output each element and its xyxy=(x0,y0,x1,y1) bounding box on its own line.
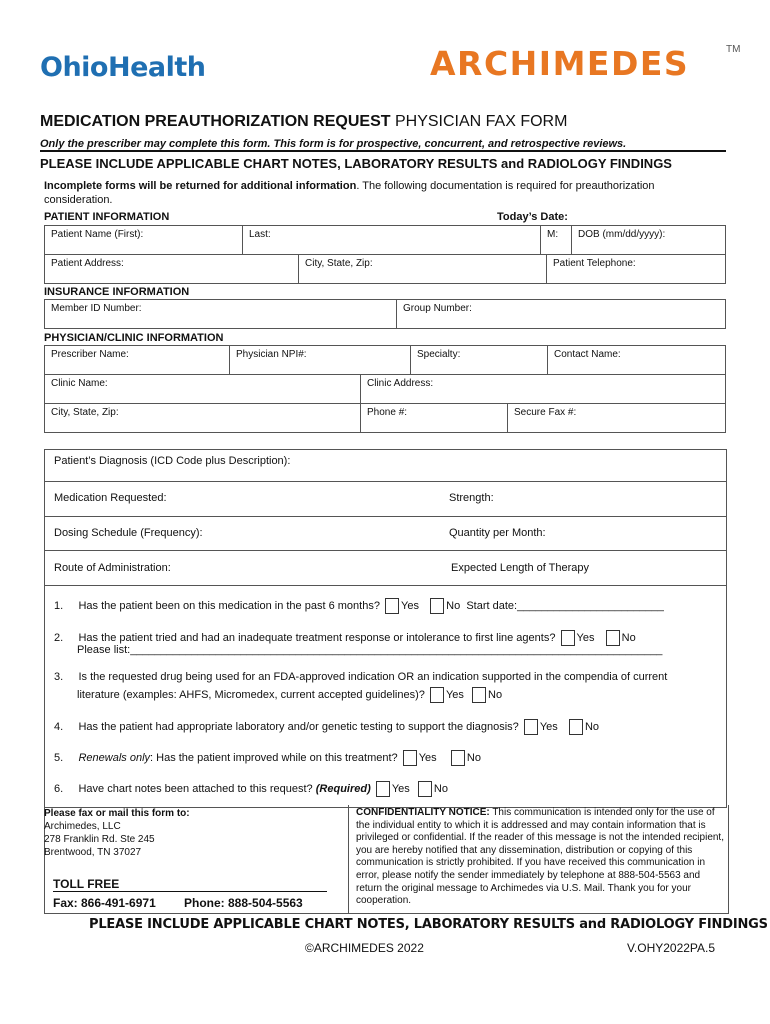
quantity-per-month-label[interactable]: Quantity per Month: xyxy=(449,527,546,539)
physician-info-heading: PHYSICIAN/CLINIC INFORMATION xyxy=(44,332,224,344)
q5-yes-checkbox[interactable] xyxy=(403,750,417,766)
patient-telephone-field[interactable]: Patient Telephone: xyxy=(547,255,726,284)
clinic-phone-field[interactable]: Phone #: xyxy=(361,404,508,433)
chart-notes-banner: PLEASE INCLUDE APPLICABLE CHART NOTES, LABORATORY RESULTS and RADIOLOGY FINDINGS xyxy=(40,156,672,171)
strength-label[interactable]: Strength: xyxy=(449,492,494,504)
ohiohealth-logo: OhioHealth xyxy=(40,52,206,83)
q6-yes-checkbox[interactable] xyxy=(376,781,390,797)
q2-list-field[interactable]: Please list:_______________________________________________________________________________________ xyxy=(77,644,663,656)
question-3: 3. Is the requested drug being used for an FDA-approved indication OR an indication supported in the compendia of current xyxy=(54,671,668,683)
contact-name-field[interactable]: Contact Name: xyxy=(548,346,726,375)
q3-no-checkbox[interactable] xyxy=(472,687,486,703)
q1-no-checkbox[interactable] xyxy=(430,598,444,614)
toll-free-rule xyxy=(53,891,327,892)
patient-address-field[interactable]: Patient Address: xyxy=(45,255,299,284)
patient-first-name-field[interactable]: Patient Name (First): xyxy=(45,226,243,255)
member-id-field[interactable]: Member ID Number: xyxy=(45,300,397,329)
copyright: ©ARCHIMEDES 2022 xyxy=(305,941,424,955)
version: V.OHY2022PA.5 xyxy=(627,941,716,955)
clinic-table xyxy=(44,374,726,404)
q4-yes-checkbox[interactable] xyxy=(524,719,538,735)
header-rule xyxy=(40,150,726,152)
q6-no-checkbox[interactable] xyxy=(418,781,432,797)
q3-yes-checkbox[interactable] xyxy=(430,687,444,703)
question-6: 6. Have chart notes been attached to this request? (Required) Yes No xyxy=(54,781,724,797)
patient-table xyxy=(44,225,726,255)
archimedes-logo: ARCHIMEDES xyxy=(430,44,690,83)
question-2: 2. Has the patient tried and had an inadequate treatment response or intolerance to first line agents? Yes No xyxy=(54,630,724,646)
clinic-city-field[interactable]: City, State, Zip: xyxy=(45,404,361,433)
divider xyxy=(44,516,727,517)
question-5: 5. Renewals only: Has the patient improved while on this treatment? Yes No xyxy=(54,750,724,766)
incomplete-notice: Incomplete forms will be returned for additional information. The following documentation is required for preauthorization consideration. xyxy=(44,180,655,206)
question-3-cont: literature (examples: AHFS, Micromedex, current accepted guidelines)? Yes No xyxy=(77,687,717,703)
form-title: MEDICATION PREAUTHORIZATION REQUEST PHYSICIAN FAX FORM xyxy=(40,113,568,130)
dosing-schedule-label[interactable]: Dosing Schedule (Frequency): xyxy=(54,527,203,539)
group-number-field[interactable]: Group Number: xyxy=(397,300,726,329)
divider xyxy=(44,550,727,551)
physician-npi-field[interactable]: Physician NPI#: xyxy=(230,346,411,375)
form-subtitle: Only the prescriber may complete this form. This form is for prospective, concurrent, and retrospective reviews. xyxy=(40,138,627,150)
patient-last-name-field[interactable]: Last: xyxy=(243,226,541,255)
physician-table xyxy=(44,345,726,375)
todays-date-label: Today’s Date: xyxy=(497,211,568,223)
specialty-field[interactable]: Specialty: xyxy=(411,346,548,375)
toll-free-label: TOLL FREE xyxy=(53,877,120,891)
patient-middle-initial-field[interactable]: M: xyxy=(541,226,572,255)
q5-no-checkbox[interactable] xyxy=(451,750,465,766)
insurance-table xyxy=(44,299,726,329)
secure-fax-field[interactable]: Secure Fax #: xyxy=(508,404,726,433)
mailing-info: Please fax or mail this form to: Archimedes, LLC 278 Franklin Rd. Ste 245 Brentwood, TN 37027 xyxy=(44,808,190,858)
q1-start-date[interactable]: Start date:________________________ xyxy=(466,599,664,612)
question-4: 4. Has the patient had appropriate laboratory and/or genetic testing to support the diagnosis? Yes No xyxy=(54,719,724,735)
insurance-info-heading: INSURANCE INFORMATION xyxy=(44,286,190,298)
phone-number: Phone: 888-504-5563 xyxy=(184,896,303,910)
bottom-banner: PLEASE INCLUDE APPLICABLE CHART NOTES, LABORATORY RESULTS and RADIOLOGY FINDINGS xyxy=(89,917,768,932)
clinic-contact-table xyxy=(44,403,726,433)
clinic-address-field[interactable]: Clinic Address: xyxy=(361,375,726,404)
patient-address-table xyxy=(44,254,726,284)
diagnosis-label[interactable]: Patient’s Diagnosis (ICD Code plus Description): xyxy=(54,455,291,467)
trademark-mark: TM xyxy=(726,44,741,55)
fax-number: Fax: 866-491-6971 xyxy=(53,896,156,910)
patient-city-field[interactable]: City, State, Zip: xyxy=(299,255,547,284)
medication-requested-label[interactable]: Medication Requested: xyxy=(54,492,167,504)
q4-no-checkbox[interactable] xyxy=(569,719,583,735)
clinic-name-field[interactable]: Clinic Name: xyxy=(45,375,361,404)
divider xyxy=(44,585,727,586)
divider xyxy=(44,481,727,482)
therapy-length-label[interactable]: Expected Length of Therapy xyxy=(451,562,590,574)
patient-dob-field[interactable]: DOB (mm/dd/yyyy): xyxy=(572,226,726,255)
prescriber-name-field[interactable]: Prescriber Name: xyxy=(45,346,230,375)
patient-info-heading: PATIENT INFORMATION xyxy=(44,211,170,223)
confidentiality-notice: CONFIDENTIALITY NOTICE: This communication is intended only for the use of the individual entity to which it is addressed and may contain information that is privileged or confidential. If the reader of this message is not the intended recipient, you are hereby notified that any dissemination, distribution or copying of this communication is strictly prohibited. If you have received this communication in error, please notify the sender immediately by telephone at 888-504-5563 and return the original message to Archimedes via U.S. Mail. Thank you for your cooperation. xyxy=(356,807,724,907)
footer-divider xyxy=(348,805,349,913)
question-1: 1. Has the patient been on this medication in the past 6 months? Yes No Start date:________________________ xyxy=(54,598,714,614)
route-label[interactable]: Route of Administration: xyxy=(54,562,171,574)
q1-yes-checkbox[interactable] xyxy=(385,598,399,614)
